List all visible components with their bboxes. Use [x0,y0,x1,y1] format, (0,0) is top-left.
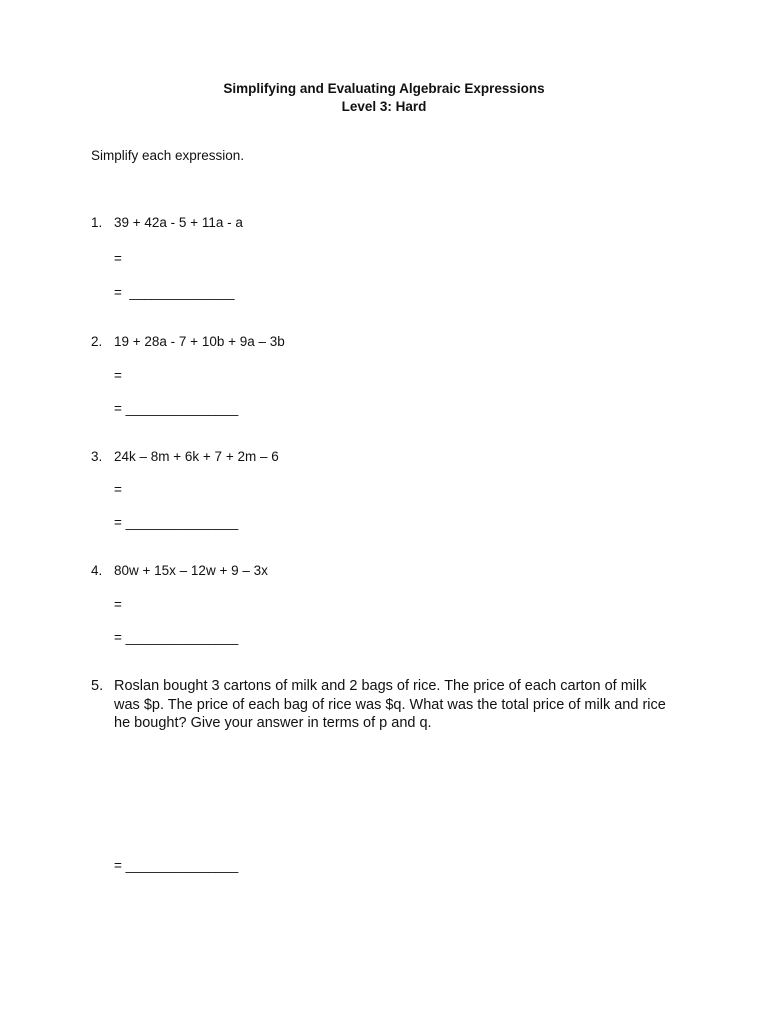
worksheet-title: Simplifying and Evaluating Algebraic Expressions [223,81,545,96]
question-number: 1. [91,215,103,230]
answer-line: = _______________ [114,401,239,416]
working-line: = [114,368,122,383]
question-expression: 39 + 42a - 5 + 11a - a [114,215,243,230]
working-line: = [114,251,122,266]
question-expression: 24k – 8m + 6k + 7 + 2m – 6 [114,449,279,464]
answer-line: = ______________ [114,285,235,300]
question-number: 4. [91,563,103,578]
answer-line: = _______________ [114,515,239,530]
working-line: = [114,482,122,497]
answer-line: = _______________ [114,630,239,645]
question-number: 3. [91,449,103,464]
instruction-text: Simplify each expression. [91,148,245,163]
answer-line: = _______________ [114,858,239,873]
working-line: = [114,597,122,612]
title-block [0,80,768,116]
question-number: 2. [91,334,103,349]
question-expression: 19 + 28a - 7 + 10b + 9a – 3b [114,334,285,349]
question-number: 5. [91,678,104,694]
question-expression: 80w + 15x – 12w + 9 – 3x [114,563,268,578]
worksheet-subtitle: Level 3: Hard [341,99,427,114]
word-problem-text: Roslan bought 3 cartons of milk and 2 bags of rice. The price of each carton of milk was $p. The price of each bag of rice was $q. What was the total price of milk and rice he bought? Give your answer in terms of p and q. [114,678,666,731]
